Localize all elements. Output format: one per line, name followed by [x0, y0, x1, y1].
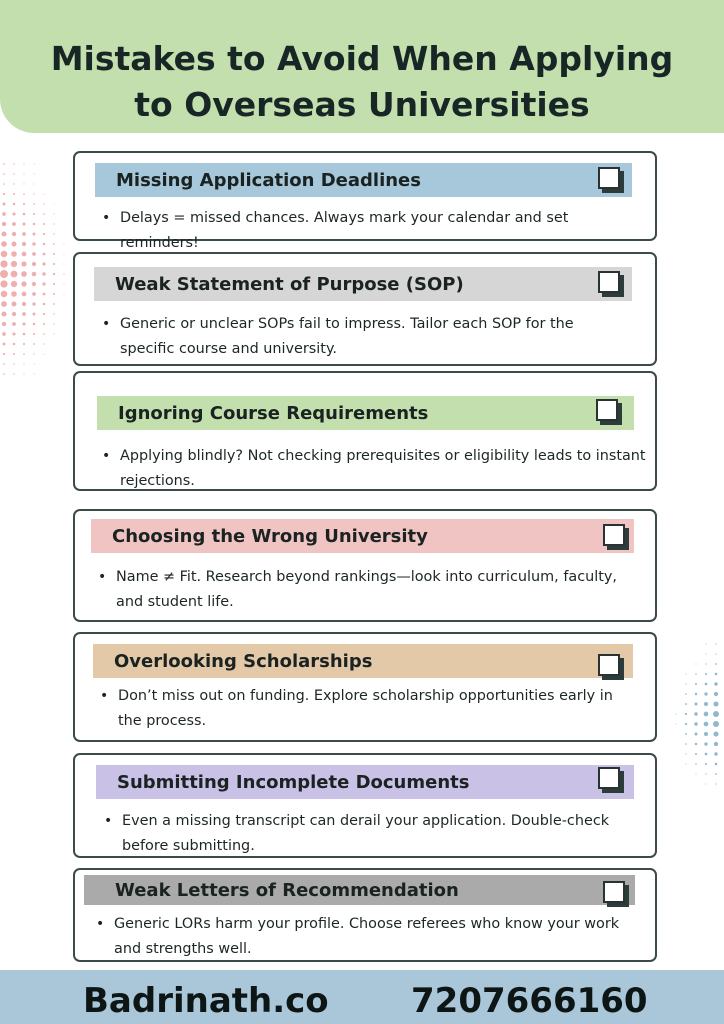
decor-dot [13, 173, 14, 174]
page-title [0, 36, 724, 128]
decor-dot [23, 173, 24, 174]
decor-dot [13, 163, 14, 164]
decor-dot [715, 763, 718, 766]
decor-dot [3, 183, 5, 185]
decor-dot [23, 353, 25, 355]
decor-dot [704, 702, 708, 706]
decor-dot [714, 692, 718, 696]
decor-dot [44, 354, 45, 355]
checkbox-icon[interactable] [603, 524, 625, 546]
decor-dot [22, 222, 25, 225]
decor-dot [715, 643, 716, 644]
checkbox-icon[interactable] [598, 767, 620, 789]
title-line-1: Mistakes to Avoid When Applying [50, 39, 674, 78]
decor-dot [34, 364, 35, 365]
bullet-text: Generic LORs harm your profile. Choose referees who know your work and strengths well. [114, 916, 620, 957]
decor-dot [21, 281, 26, 286]
decor-dot [715, 773, 717, 775]
decor-dot [695, 753, 697, 755]
decor-dot [11, 291, 17, 297]
bullet-dot-icon: • [100, 688, 109, 704]
decor-dot [43, 223, 45, 225]
card-bullet [102, 444, 650, 494]
decor-dot [22, 302, 26, 306]
bullet-dot-icon: • [102, 448, 111, 464]
decor-dot [13, 203, 16, 206]
decor-dot [685, 713, 687, 715]
decor-dot [43, 253, 46, 256]
decor-dot [12, 232, 16, 236]
decor-dot [13, 363, 14, 364]
decor-dot [44, 194, 45, 195]
decor-dot [22, 232, 26, 236]
decor-dot [3, 193, 5, 195]
decor-dot [713, 711, 719, 717]
decor-dot [23, 203, 25, 205]
decor-dot [13, 373, 14, 374]
decor-dot [53, 243, 55, 245]
card-bullet [98, 565, 646, 615]
decor-dot [32, 262, 36, 266]
decor-dot [33, 313, 36, 316]
mistake-card-requirements [73, 371, 657, 491]
decor-dot [43, 343, 44, 344]
decor-dot [695, 733, 698, 736]
decor-dot [23, 213, 26, 216]
decor-dot [32, 292, 36, 296]
decor-dot [695, 683, 697, 685]
decor-dot [3, 343, 6, 346]
decor-dot [0, 270, 8, 278]
decor-dot [2, 322, 6, 326]
decor-dot [704, 742, 707, 745]
decor-dot [715, 673, 718, 676]
decor-dot [53, 323, 54, 324]
decor-dot [685, 693, 687, 695]
decor-dot [43, 293, 46, 296]
bullet-text: Generic or unclear SOPs fail to impress. Tailor each SOP for the specific course and university. [120, 316, 574, 357]
bullet-dot-icon: • [102, 210, 111, 226]
decor-dot [1, 301, 7, 307]
decor-dot [696, 774, 697, 775]
checkbox-icon[interactable] [603, 881, 625, 903]
decor-dot [63, 263, 64, 264]
decor-dot [1, 251, 8, 258]
decor-dot [705, 763, 707, 765]
decor-dot [11, 261, 17, 267]
decor-dot [713, 721, 719, 727]
decor-dot [43, 213, 45, 215]
decor-dot [685, 743, 687, 745]
decor-dot [11, 281, 17, 287]
decor-dot [43, 233, 45, 235]
decor-dot [33, 333, 35, 335]
bullet-text: Name ≠ Fit. Research beyond rankings—look into curriculum, faculty, and student life. [116, 569, 617, 610]
decor-dot [53, 233, 54, 234]
bullet-dot-icon: • [104, 813, 113, 829]
decor-dot [42, 272, 45, 275]
decor-dot [23, 343, 25, 345]
decor-dot [13, 353, 15, 355]
decor-dot [53, 293, 55, 295]
decor-dot [1, 291, 8, 298]
decor-dot [33, 203, 35, 205]
decor-dot [22, 252, 27, 257]
decor-dot [22, 242, 26, 246]
bullet-text: Even a missing transcript can derail your application. Double-check before submitting. [122, 813, 610, 854]
decor-dot [713, 731, 718, 736]
decor-dot [714, 742, 718, 746]
decor-dot [706, 784, 707, 785]
decor-dot [12, 302, 17, 307]
decor-dot [21, 261, 26, 266]
decor-dot [64, 254, 65, 255]
decor-dot [33, 343, 35, 345]
decor-dot [32, 252, 36, 256]
decor-dot [23, 373, 24, 374]
mistake-card-sop [73, 252, 657, 366]
decor-dot [64, 304, 65, 305]
card-title: Choosing the Wrong University [112, 525, 428, 547]
card-title: Ignoring Course Requirements [118, 402, 429, 424]
decor-dot [13, 193, 15, 195]
decor-dot [704, 732, 708, 736]
decor-dot [23, 163, 24, 164]
decor-dot [686, 674, 687, 675]
decor-dot [23, 193, 25, 195]
decor-dot [43, 303, 46, 306]
bullet-text: Applying blindly? Not checking prerequisites or eligibility leads to instant rejections. [120, 448, 646, 489]
decor-dot [12, 212, 15, 215]
title-line-2: to Overseas Universities [134, 85, 590, 124]
card-title: Submitting Incomplete Documents [117, 771, 470, 793]
decor-dot [685, 683, 686, 684]
decor-dot [685, 733, 687, 735]
decor-dot [23, 363, 24, 364]
decor-dot [12, 242, 17, 247]
card-title: Weak Statement of Purpose (SOP) [115, 273, 464, 295]
decor-dot [43, 323, 45, 325]
decor-dot [3, 173, 5, 175]
decor-dot [53, 253, 55, 255]
decor-dot [33, 193, 34, 194]
decorative-dots-left [0, 160, 70, 380]
decor-dot [704, 722, 709, 727]
phone-number[interactable]: 7207666160 [411, 981, 648, 1021]
decor-dot [705, 673, 707, 675]
decor-dot [706, 644, 707, 645]
decor-dot [53, 263, 55, 265]
decor-dot [22, 292, 27, 297]
decor-dot [11, 271, 18, 278]
decor-dot [54, 344, 55, 345]
decor-dot [12, 332, 15, 335]
decor-dot [53, 303, 55, 305]
decor-dot [713, 701, 718, 706]
decor-dot [43, 333, 45, 335]
decor-dot [32, 302, 35, 305]
card-bullet [100, 684, 638, 734]
decor-dot [32, 242, 35, 245]
card-bullet [104, 809, 652, 859]
decor-dot [705, 753, 708, 756]
bullet-text: Delays = missed chances. Always mark your calendar and set reminders! [120, 210, 569, 251]
decor-dot [0, 260, 7, 267]
decor-dot [53, 213, 54, 214]
decor-dot [3, 203, 6, 206]
checkbox-icon[interactable] [598, 271, 620, 293]
decor-dot [695, 703, 698, 706]
mistake-card-recommendation [73, 868, 657, 962]
card-title: Missing Application Deadlines [116, 169, 421, 191]
decor-dot [42, 262, 45, 265]
decorative-dots-right [672, 640, 724, 790]
decor-dot [21, 271, 27, 277]
decor-dot [13, 183, 14, 184]
decor-dot [685, 723, 687, 725]
decor-dot [705, 773, 706, 774]
decor-dot [33, 233, 36, 236]
decor-dot [33, 323, 36, 326]
decor-dot [53, 223, 54, 224]
card-header [95, 163, 632, 197]
decor-dot [63, 283, 64, 284]
decor-dot [715, 653, 716, 654]
decor-dot [705, 683, 708, 686]
decor-dot [2, 212, 6, 216]
card-header [96, 765, 634, 799]
website-link[interactable]: Badrinath.co [83, 981, 329, 1021]
decor-dot [43, 203, 44, 204]
decor-dot [11, 251, 17, 257]
decor-dot [22, 312, 26, 316]
decor-dot [34, 374, 35, 375]
decor-dot [32, 272, 37, 277]
decor-dot [3, 363, 5, 365]
decor-dot [1, 231, 6, 236]
decor-dot [54, 204, 55, 205]
decor-dot [1, 241, 7, 247]
decor-dot [715, 783, 716, 784]
decor-dot [12, 222, 16, 226]
decor-dot [43, 243, 46, 246]
decor-dot [53, 273, 55, 275]
mistake-card-scholarships [73, 632, 657, 742]
card-header [97, 396, 634, 430]
decor-dot [53, 313, 54, 314]
decor-dot [714, 752, 717, 755]
decor-dot [1, 311, 6, 316]
decor-dot [43, 313, 45, 315]
decor-dot [3, 163, 5, 165]
decor-dot [705, 663, 706, 664]
decor-dot [676, 724, 677, 725]
decor-dot [53, 333, 54, 334]
decor-dot [3, 373, 5, 375]
bullet-text: Don’t miss out on funding. Explore scholarship opportunities early in the process. [118, 688, 613, 729]
decor-dot [64, 294, 65, 295]
bullet-dot-icon: • [102, 316, 111, 332]
decor-dot [12, 322, 16, 326]
decor-dot [695, 743, 697, 745]
decor-dot [63, 273, 64, 274]
bullet-dot-icon: • [96, 916, 105, 932]
decor-dot [34, 174, 35, 175]
decor-dot [23, 333, 26, 336]
decor-dot [695, 673, 696, 674]
card-header [93, 644, 633, 678]
checkbox-icon[interactable] [596, 399, 618, 421]
decor-dot [706, 654, 707, 655]
decor-dot [695, 763, 696, 764]
decor-dot [714, 682, 717, 685]
decor-dot [2, 332, 6, 336]
card-title: Overlooking Scholarships [114, 650, 373, 672]
decor-dot [695, 693, 697, 695]
card-header [91, 519, 634, 553]
mistake-card-deadlines [73, 151, 657, 251]
mistake-card-documents [73, 753, 657, 858]
decor-dot [3, 353, 5, 355]
decor-dot [0, 280, 7, 287]
checkbox-icon[interactable] [598, 654, 620, 676]
decor-dot [685, 703, 687, 705]
decor-dot [23, 183, 24, 184]
decor-dot [685, 753, 686, 754]
decor-dot [694, 712, 697, 715]
decor-dot [42, 282, 45, 285]
card-bullet [102, 312, 590, 362]
card-header [94, 267, 632, 301]
decor-dot [696, 664, 697, 665]
decor-dot [33, 223, 36, 226]
decor-dot [22, 322, 25, 325]
decor-dot [32, 282, 36, 286]
decor-dot [676, 714, 677, 715]
decor-dot [53, 283, 55, 285]
bullet-dot-icon: • [98, 569, 107, 585]
decor-dot [704, 692, 707, 695]
decor-dot [33, 353, 34, 354]
decor-dot [34, 184, 35, 185]
mistake-card-university [73, 509, 657, 622]
card-bullet [102, 206, 650, 256]
decor-dot [33, 213, 35, 215]
decor-dot [64, 244, 65, 245]
decor-dot [704, 712, 709, 717]
decor-dot [13, 343, 16, 346]
decor-dot [2, 222, 6, 226]
decor-dot [12, 312, 16, 316]
checkbox-icon[interactable] [598, 167, 620, 189]
card-header [84, 875, 635, 905]
decor-dot [34, 164, 35, 165]
decor-dot [694, 722, 697, 725]
card-bullet [96, 912, 644, 962]
decor-dot [715, 663, 717, 665]
card-title: Weak Letters of Recommendation [115, 879, 459, 901]
decor-dot [686, 764, 687, 765]
